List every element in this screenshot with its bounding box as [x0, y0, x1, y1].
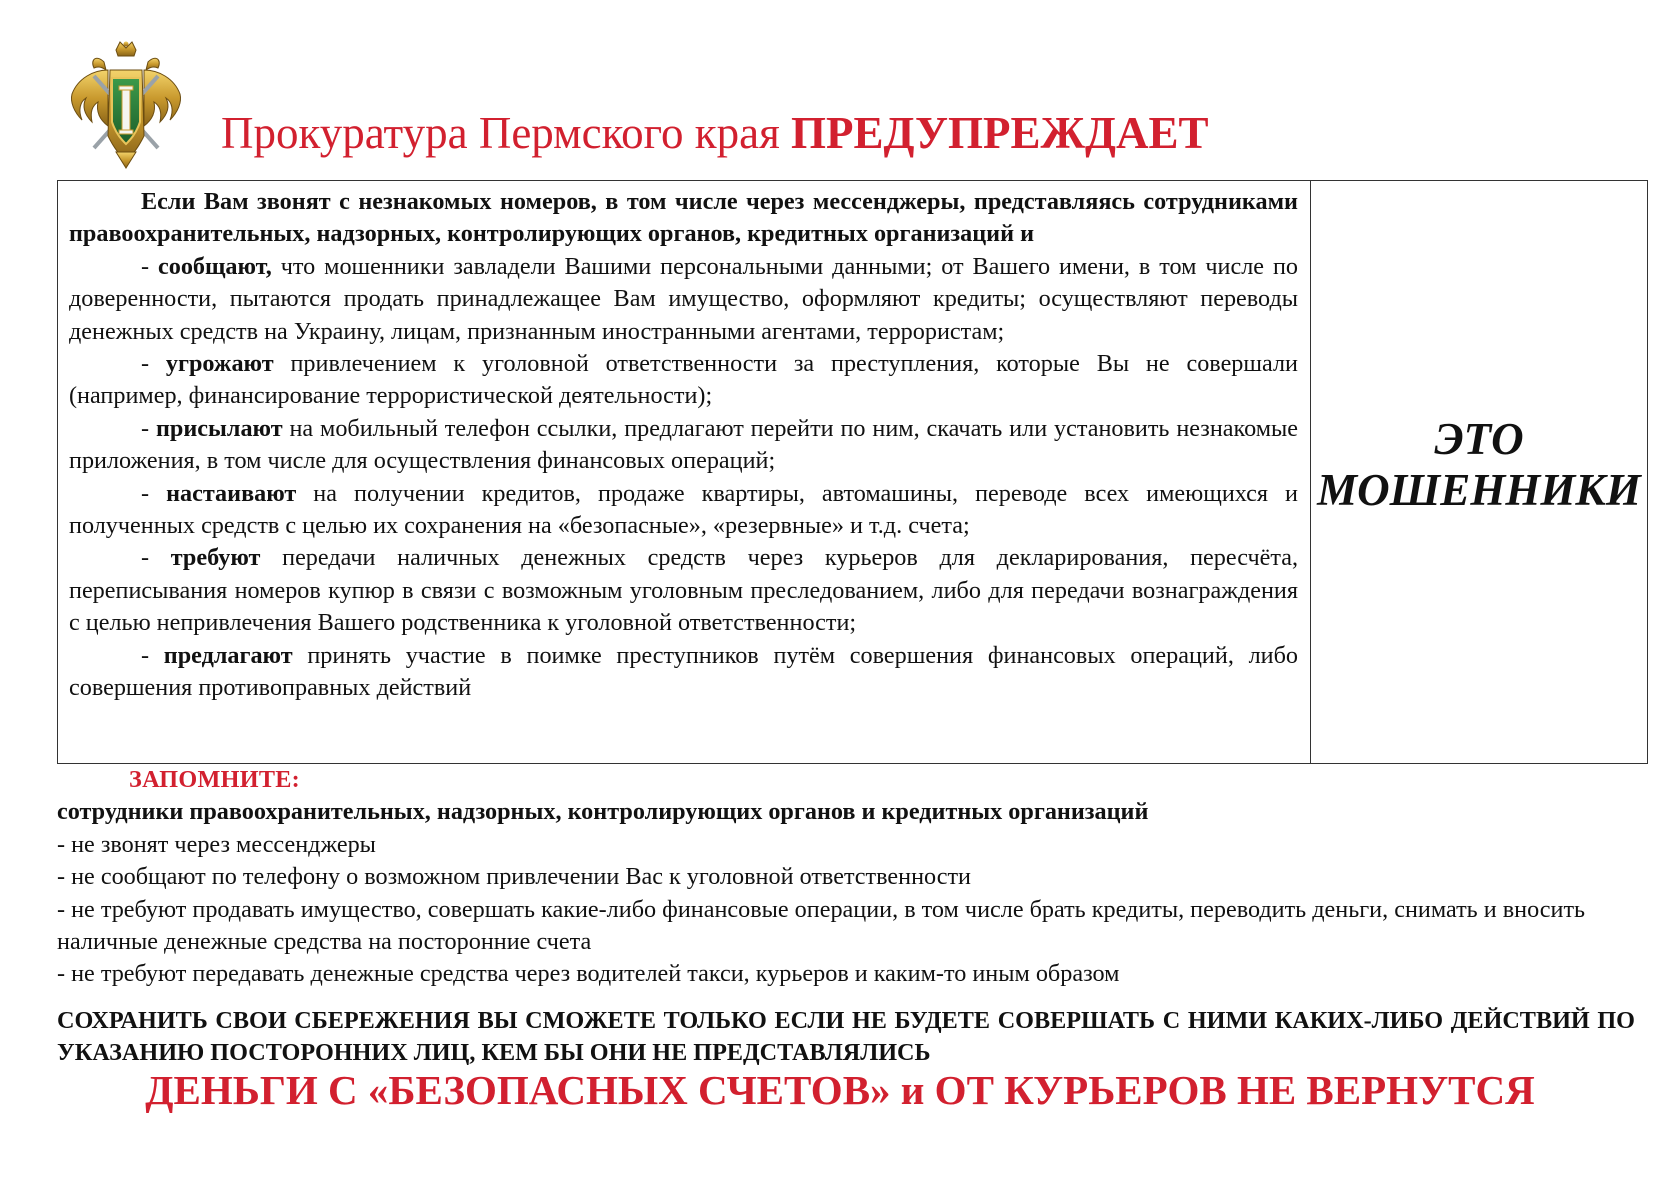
item-prefix: -: [141, 252, 158, 280]
item-text: принять участие в поимке преступников путём совершения финансовых операций, либо совершения противоправных действий: [69, 641, 1298, 702]
list-item: [69, 251, 1298, 348]
item-verb: предлагают: [163, 641, 293, 669]
item-prefix: -: [141, 641, 164, 669]
intro-paragraph: Если Вам звонят с незнакомых номеров, в том числе через мессенджеры, представляясь сотрудниками правоохранительных, надзорных, контролирующих органов, кредитных организаций и: [69, 188, 1298, 248]
item-verb: настаивают: [166, 479, 297, 507]
remember-title: ЗАПОМНИТЕ:: [129, 766, 301, 793]
warning-description-cell: [58, 181, 1311, 763]
list-item: [69, 542, 1298, 639]
prosecutor-emblem-icon: [64, 40, 188, 170]
warning-table: [57, 180, 1648, 764]
item-prefix: -: [141, 479, 167, 507]
verdict-line-2: МОШЕННИКИ: [1317, 465, 1641, 515]
list-item: [69, 478, 1298, 543]
item-text: привлечением к уголовной ответственности за преступления, которые Вы не совершали (например, финансирование террористической деятельности);: [69, 350, 1298, 410]
list-item: [69, 413, 1298, 478]
item-prefix: -: [141, 350, 166, 378]
verdict-cell: [1311, 181, 1647, 763]
final-warning: ДЕНЬГИ С «БЕЗОПАСНЫХ СЧЕТОВ» и ОТ КУРЬЕРОВ НЕ ВЕРНУТСЯ: [145, 1067, 1535, 1113]
remember-item: - не требуют передавать денежные средства через водителей такси, курьеров и каким-то иным образом: [57, 960, 1120, 988]
item-verb: угрожают: [165, 350, 274, 378]
item-text: передачи наличных денежных средств через курьеров для декларирования, пересчёта, переписывания номеров купюр в связи с возможным уголовным преследованием, либо для передачи вознаграждения с целью непривлечения Вашего родственника к уголовной ответственности;: [69, 544, 1298, 637]
list-item: [69, 348, 1298, 413]
verdict-line-1: ЭТО: [1434, 414, 1524, 464]
save-warning: СОХРАНИТЬ СВОИ СБЕРЕЖЕНИЯ ВЫ СМОЖЕТЕ ТОЛЬКО ЕСЛИ НЕ БУДЕТЕ СОВЕРШАТЬ С НИМИ КАКИХ-ЛИБО ДЕЙСТВИЙ ПО УКАЗАНИЮ ПОСТОРОННИХ ЛИЦ, КЕМ БЫ ОНИ НЕ ПРЕДСТАВЛЯЛИСЬ: [57, 1007, 1635, 1067]
item-text: на мобильный телефон ссылки, предлагают перейти по ним, скачать или установить незнакомые приложения, в том числе для осуществления финансовых операций;: [69, 414, 1298, 475]
verdict-text: [1317, 414, 1641, 516]
page-title: [221, 106, 1209, 160]
item-prefix: -: [141, 544, 171, 572]
item-text: на получении кредитов, продаже квартиры, автомашины, переводе всех имеющихся и полученных средств с целью их сохранения на «безопасные», «резервные» и т.д. счета;: [69, 479, 1299, 540]
remember-subtitle: сотрудники правоохранительных, надзорных, контролирующих органов и кредитных организаций: [57, 798, 1149, 826]
remember-item: - не сообщают по телефону о возможном привлечении Вас к уголовной ответственности: [57, 863, 971, 891]
title-strong: ПРЕДУПРЕЖДАЕТ: [791, 108, 1209, 158]
remember-item: - не требуют продавать имущество, совершать какие-либо финансовые операции, в том числе брать кредиты, переводить деньги, снимать и вносить наличные денежные средства на посторонние счета: [57, 895, 1586, 956]
item-prefix: -: [141, 414, 156, 442]
remember-item: - не звонят через мессенджеры: [57, 830, 376, 858]
title-regular: Прокуратура Пермского края: [221, 108, 792, 158]
list-item: [69, 640, 1298, 705]
remember-section: [57, 764, 1637, 991]
item-verb: присылают: [155, 414, 283, 442]
item-verb: сообщают,: [157, 252, 272, 280]
item-verb: требуют: [170, 544, 261, 572]
item-text: что мошенники завладели Вашими персональными данными; от Вашего имени, в том числе по доверенности, пытаются продать принадлежащее Вам имущество, оформляют кредиты; осуществляют переводы денежных средств на Украину, лицам, признанным иностранными агентами, террористам;: [69, 252, 1298, 345]
